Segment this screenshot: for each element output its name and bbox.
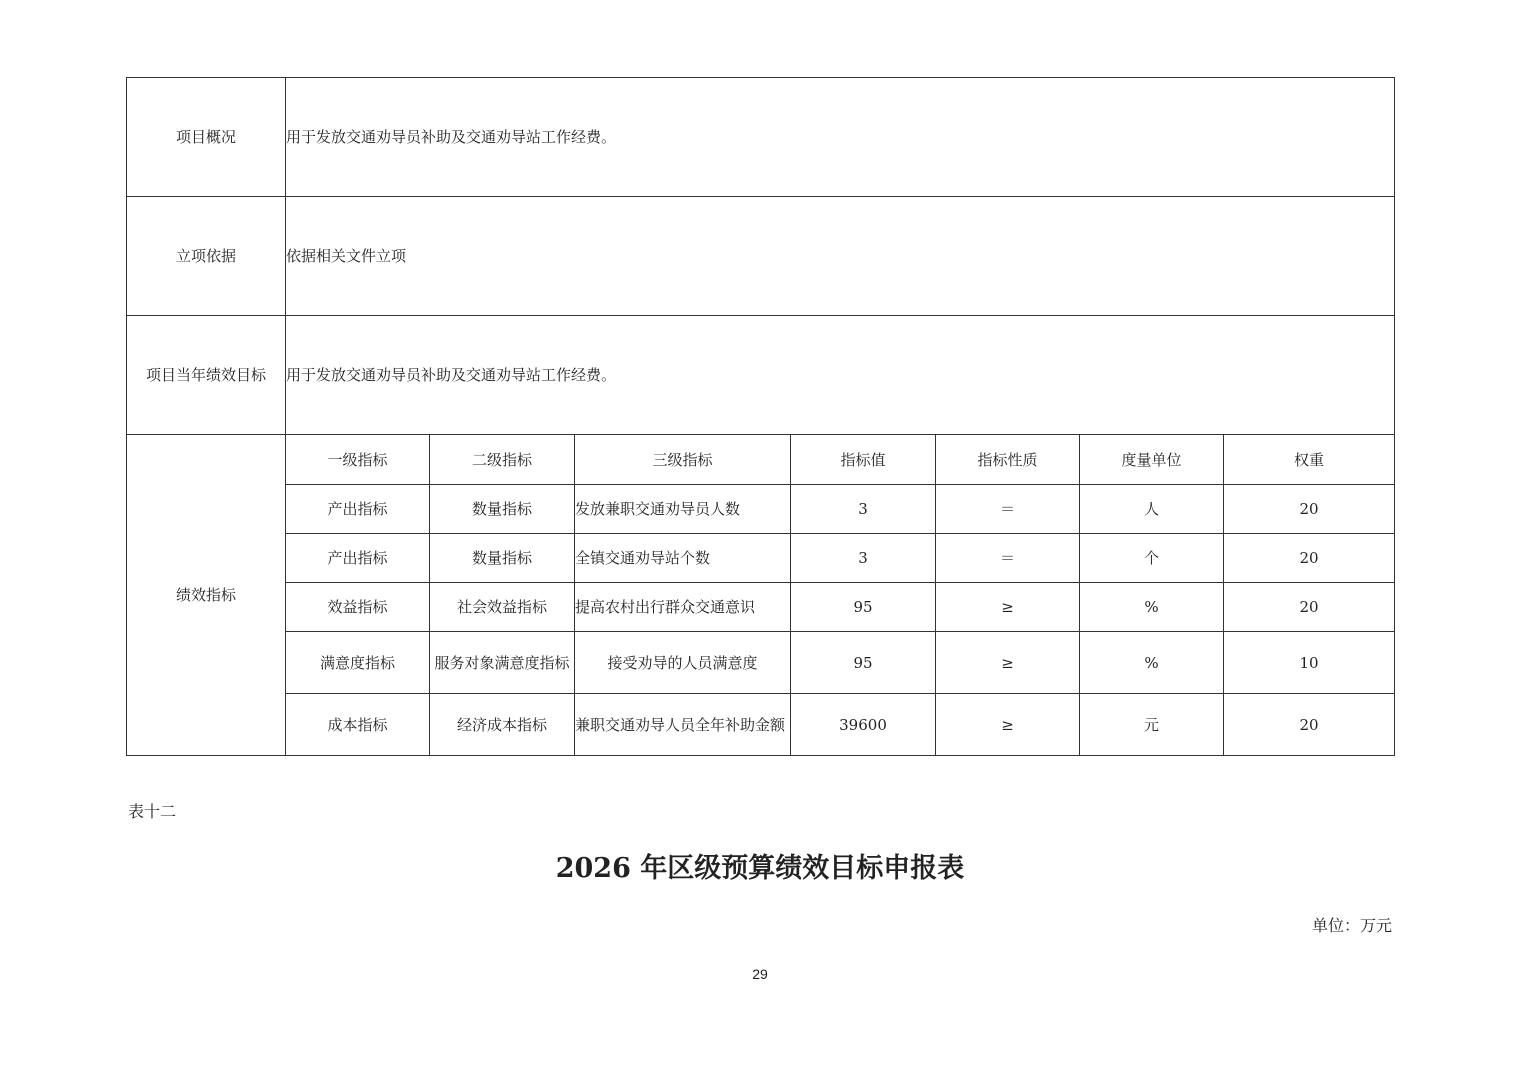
header-level2: 二级指标 bbox=[430, 435, 575, 485]
table-row bbox=[127, 632, 1395, 694]
goal-row bbox=[127, 316, 1395, 435]
page-number: 29 bbox=[752, 966, 768, 982]
cell-level2: 数量指标 bbox=[430, 534, 575, 583]
cell-level1: 成本指标 bbox=[286, 694, 430, 756]
cell-level3: 全镇交通劝导站个数 bbox=[575, 534, 791, 583]
cell-level3: 接受劝导的人员满意度 bbox=[575, 632, 791, 694]
cell-weight: 10 bbox=[1224, 632, 1395, 694]
cell-nature: ＝ bbox=[936, 485, 1080, 534]
cell-level3: 提高农村出行群众交通意识 bbox=[575, 583, 791, 632]
overview-row bbox=[127, 78, 1395, 197]
cell-unit: % bbox=[1080, 632, 1224, 694]
cell-value: 95 bbox=[791, 632, 936, 694]
cell-nature: ＝ bbox=[936, 534, 1080, 583]
cell-level2: 社会效益指标 bbox=[430, 583, 575, 632]
performance-table bbox=[126, 77, 1395, 756]
cell-level3: 兼职交通劝导人员全年补助金额 bbox=[575, 694, 791, 756]
header-weight: 权重 bbox=[1224, 435, 1395, 485]
table-row bbox=[127, 485, 1395, 534]
cell-nature: ≥ bbox=[936, 583, 1080, 632]
goal-label: 项目当年绩效目标 bbox=[127, 316, 286, 435]
cell-level2: 服务对象满意度指标 bbox=[430, 632, 575, 694]
cell-weight: 20 bbox=[1224, 534, 1395, 583]
cell-level1: 产出指标 bbox=[286, 534, 430, 583]
indicator-section-label: 绩效指标 bbox=[127, 435, 286, 756]
header-level3: 三级指标 bbox=[575, 435, 791, 485]
basis-content: 依据相关文件立项 bbox=[286, 197, 1395, 316]
page-title: 2026 年区级预算绩效目标申报表 bbox=[555, 853, 965, 884]
cell-level2: 经济成本指标 bbox=[430, 694, 575, 756]
table-row bbox=[127, 694, 1395, 756]
cell-weight: 20 bbox=[1224, 485, 1395, 534]
overview-content: 用于发放交通劝导员补助及交通劝导站工作经费。 bbox=[286, 78, 1395, 197]
cell-weight: 20 bbox=[1224, 694, 1395, 756]
cell-unit: % bbox=[1080, 583, 1224, 632]
cell-value: 95 bbox=[791, 583, 936, 632]
cell-level2: 数量指标 bbox=[430, 485, 575, 534]
table-row bbox=[127, 583, 1395, 632]
cell-value: 39600 bbox=[791, 694, 936, 756]
header-nature: 指标性质 bbox=[936, 435, 1080, 485]
cell-level3: 发放兼职交通劝导员人数 bbox=[575, 485, 791, 534]
cell-nature: ≥ bbox=[936, 694, 1080, 756]
overview-label: 项目概况 bbox=[127, 78, 286, 197]
table-caption: 表十二 bbox=[128, 802, 177, 821]
cell-unit: 元 bbox=[1080, 694, 1224, 756]
cell-value: 3 bbox=[791, 485, 936, 534]
cell-unit: 个 bbox=[1080, 534, 1224, 583]
goal-content: 用于发放交通劝导员补助及交通劝导站工作经费。 bbox=[286, 316, 1395, 435]
indicator-header-row bbox=[127, 435, 1395, 485]
cell-weight: 20 bbox=[1224, 583, 1395, 632]
cell-level1: 效益指标 bbox=[286, 583, 430, 632]
basis-row bbox=[127, 197, 1395, 316]
cell-nature: ≥ bbox=[936, 632, 1080, 694]
header-level1: 一级指标 bbox=[286, 435, 430, 485]
unit-label: 单位：万元 bbox=[1311, 916, 1392, 935]
cell-level1: 产出指标 bbox=[286, 485, 430, 534]
header-unit: 度量单位 bbox=[1080, 435, 1224, 485]
header-value: 指标值 bbox=[791, 435, 936, 485]
table-row bbox=[127, 534, 1395, 583]
cell-unit: 人 bbox=[1080, 485, 1224, 534]
cell-value: 3 bbox=[791, 534, 936, 583]
basis-label: 立项依据 bbox=[127, 197, 286, 316]
cell-level1: 满意度指标 bbox=[286, 632, 430, 694]
